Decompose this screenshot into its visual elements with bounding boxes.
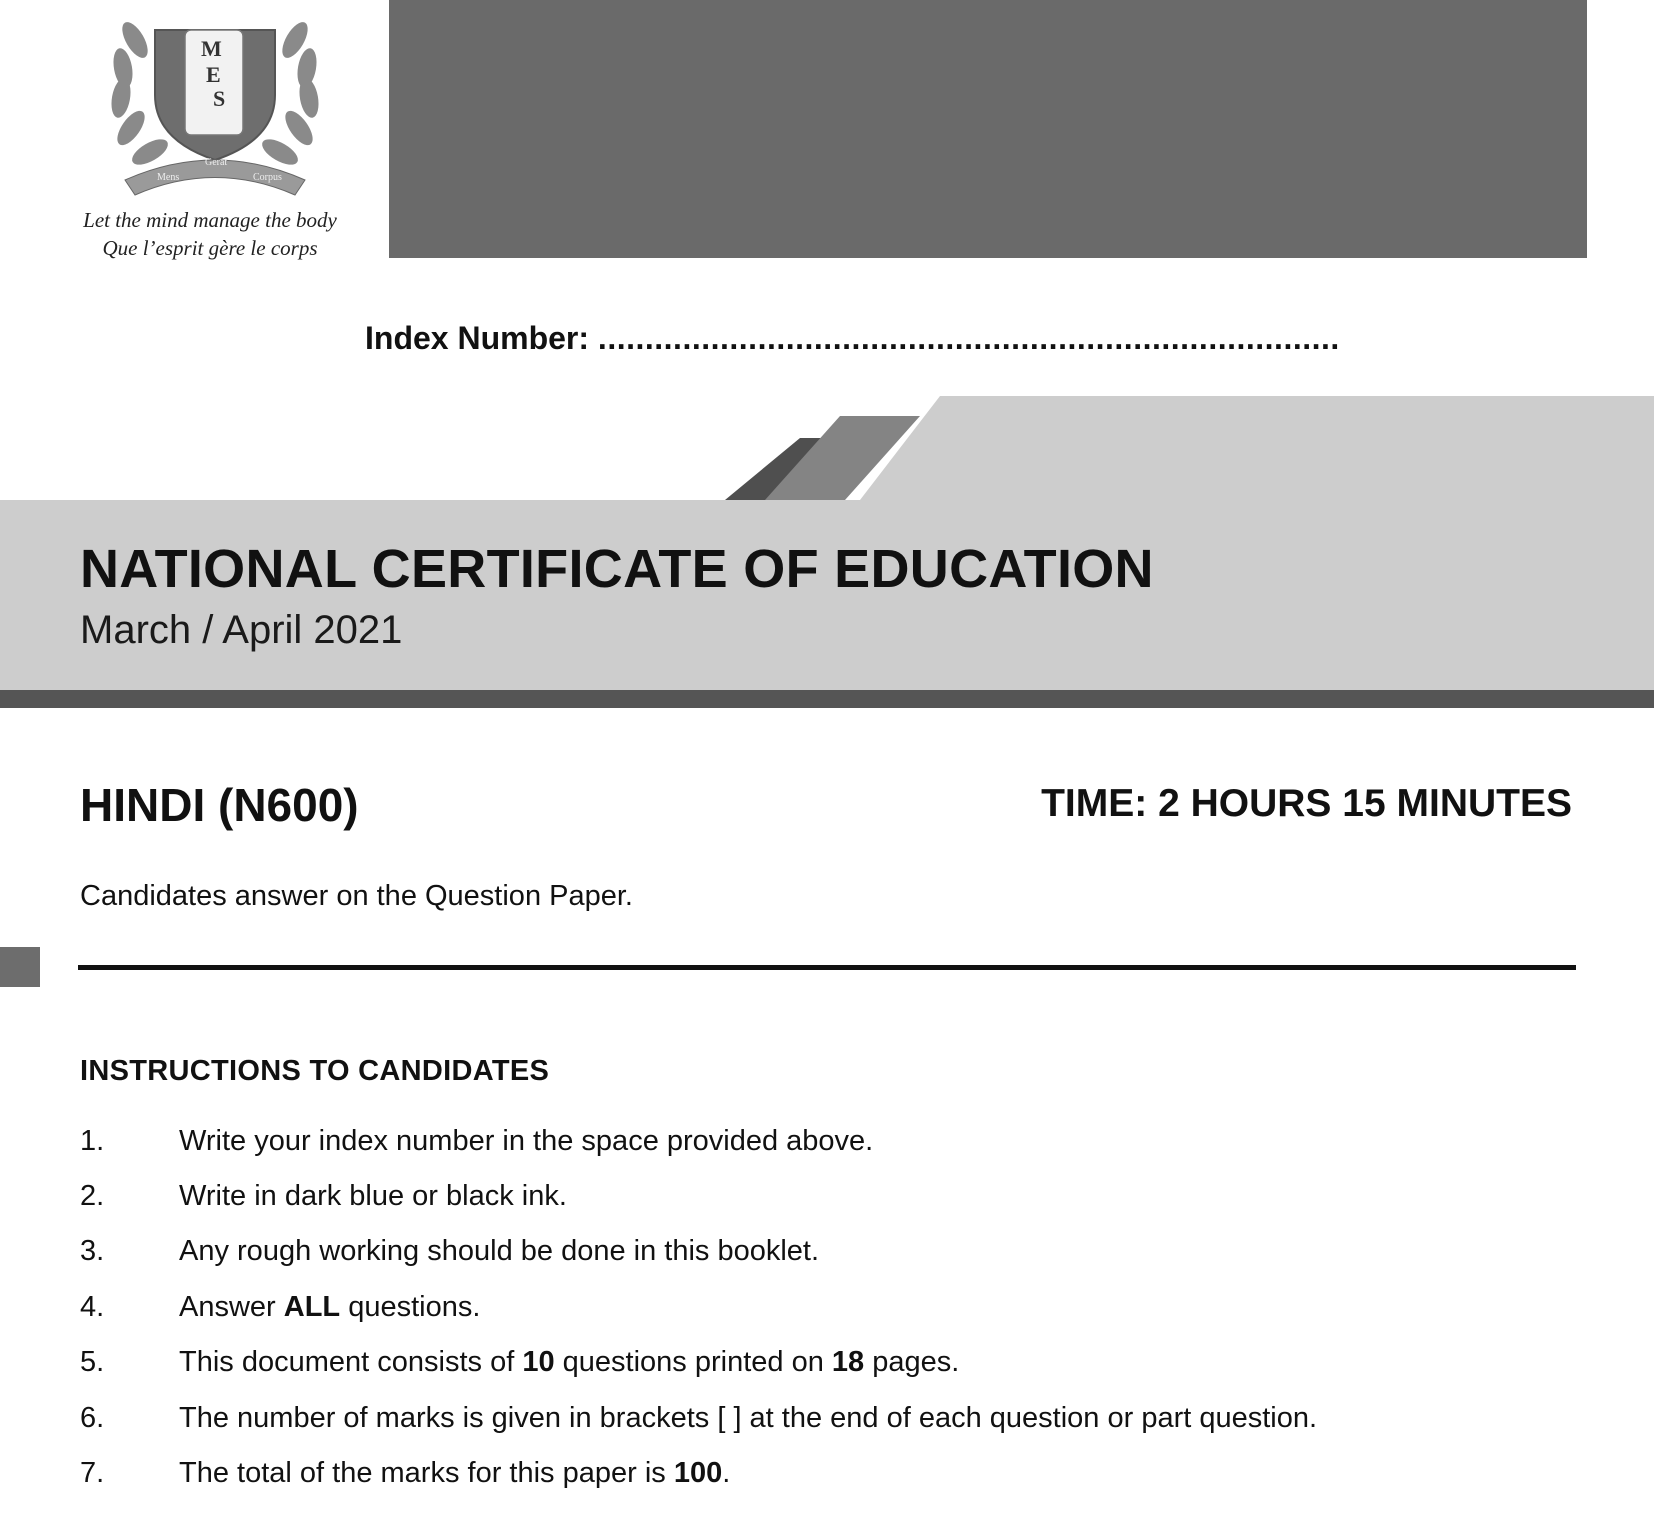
instruction-item [80,1346,1620,1386]
svg-text:Mens: Mens [157,172,180,183]
instruction-number: 6. [80,1402,105,1434]
instruction-item [80,1125,1620,1165]
instruction-text: Any rough working should be done in this booklet. [179,1235,820,1267]
svg-text:S: S [213,86,226,111]
instruction-number: 2. [80,1180,105,1212]
answer-note: Candidates answer on the Question Paper. [80,880,633,912]
index-number-line[interactable] [365,320,1340,357]
instruction-item [80,1457,1620,1497]
instruction-number: 1. [80,1125,105,1157]
divider-rule [78,965,1576,970]
side-marker [0,947,40,987]
instruction-item [80,1402,1620,1442]
school-crest-icon [95,0,335,200]
instruction-text: Answer ALL questions. [179,1291,481,1323]
header-block [389,0,1587,258]
subject-title: HINDI (N600) [80,779,359,831]
instruction-number: 7. [80,1457,105,1489]
index-number-label: Index Number: [365,320,590,356]
instruction-number: 4. [80,1291,105,1323]
svg-text:Corpus: Corpus [253,172,282,183]
instruction-item [80,1291,1620,1331]
index-number-field[interactable]: ............................................................................... [597,320,1340,356]
exam-title: NATIONAL CERTIFICATE OF EDUCATION [80,539,1154,599]
svg-text:E: E [206,62,221,87]
instruction-number: 5. [80,1346,105,1378]
instruction-item [80,1180,1620,1220]
instruction-text: The number of marks is given in brackets [ ] at the end of each question or part question. [179,1402,1318,1434]
motto-english: Let the mind manage the body [83,208,337,232]
motto-french: Que l’esprit gère le corps [102,236,318,260]
svg-text:Gerat: Gerat [205,157,228,168]
instruction-number: 3. [80,1235,105,1267]
instruction-text: This document consists of 10 questions printed on 18 pages. [179,1346,960,1378]
instructions-heading: INSTRUCTIONS TO CANDIDATES [80,1055,550,1087]
exam-duration: TIME: 2 HOURS 15 MINUTES [1041,782,1572,825]
instruction-item [80,1235,1620,1275]
instruction-text: Write in dark blue or black ink. [179,1180,567,1212]
instruction-text: Write your index number in the space provided above. [179,1125,874,1157]
exam-date: March / April 2021 [80,608,403,652]
instruction-text: The total of the marks for this paper is 100. [179,1457,731,1489]
svg-text:M: M [201,36,222,61]
